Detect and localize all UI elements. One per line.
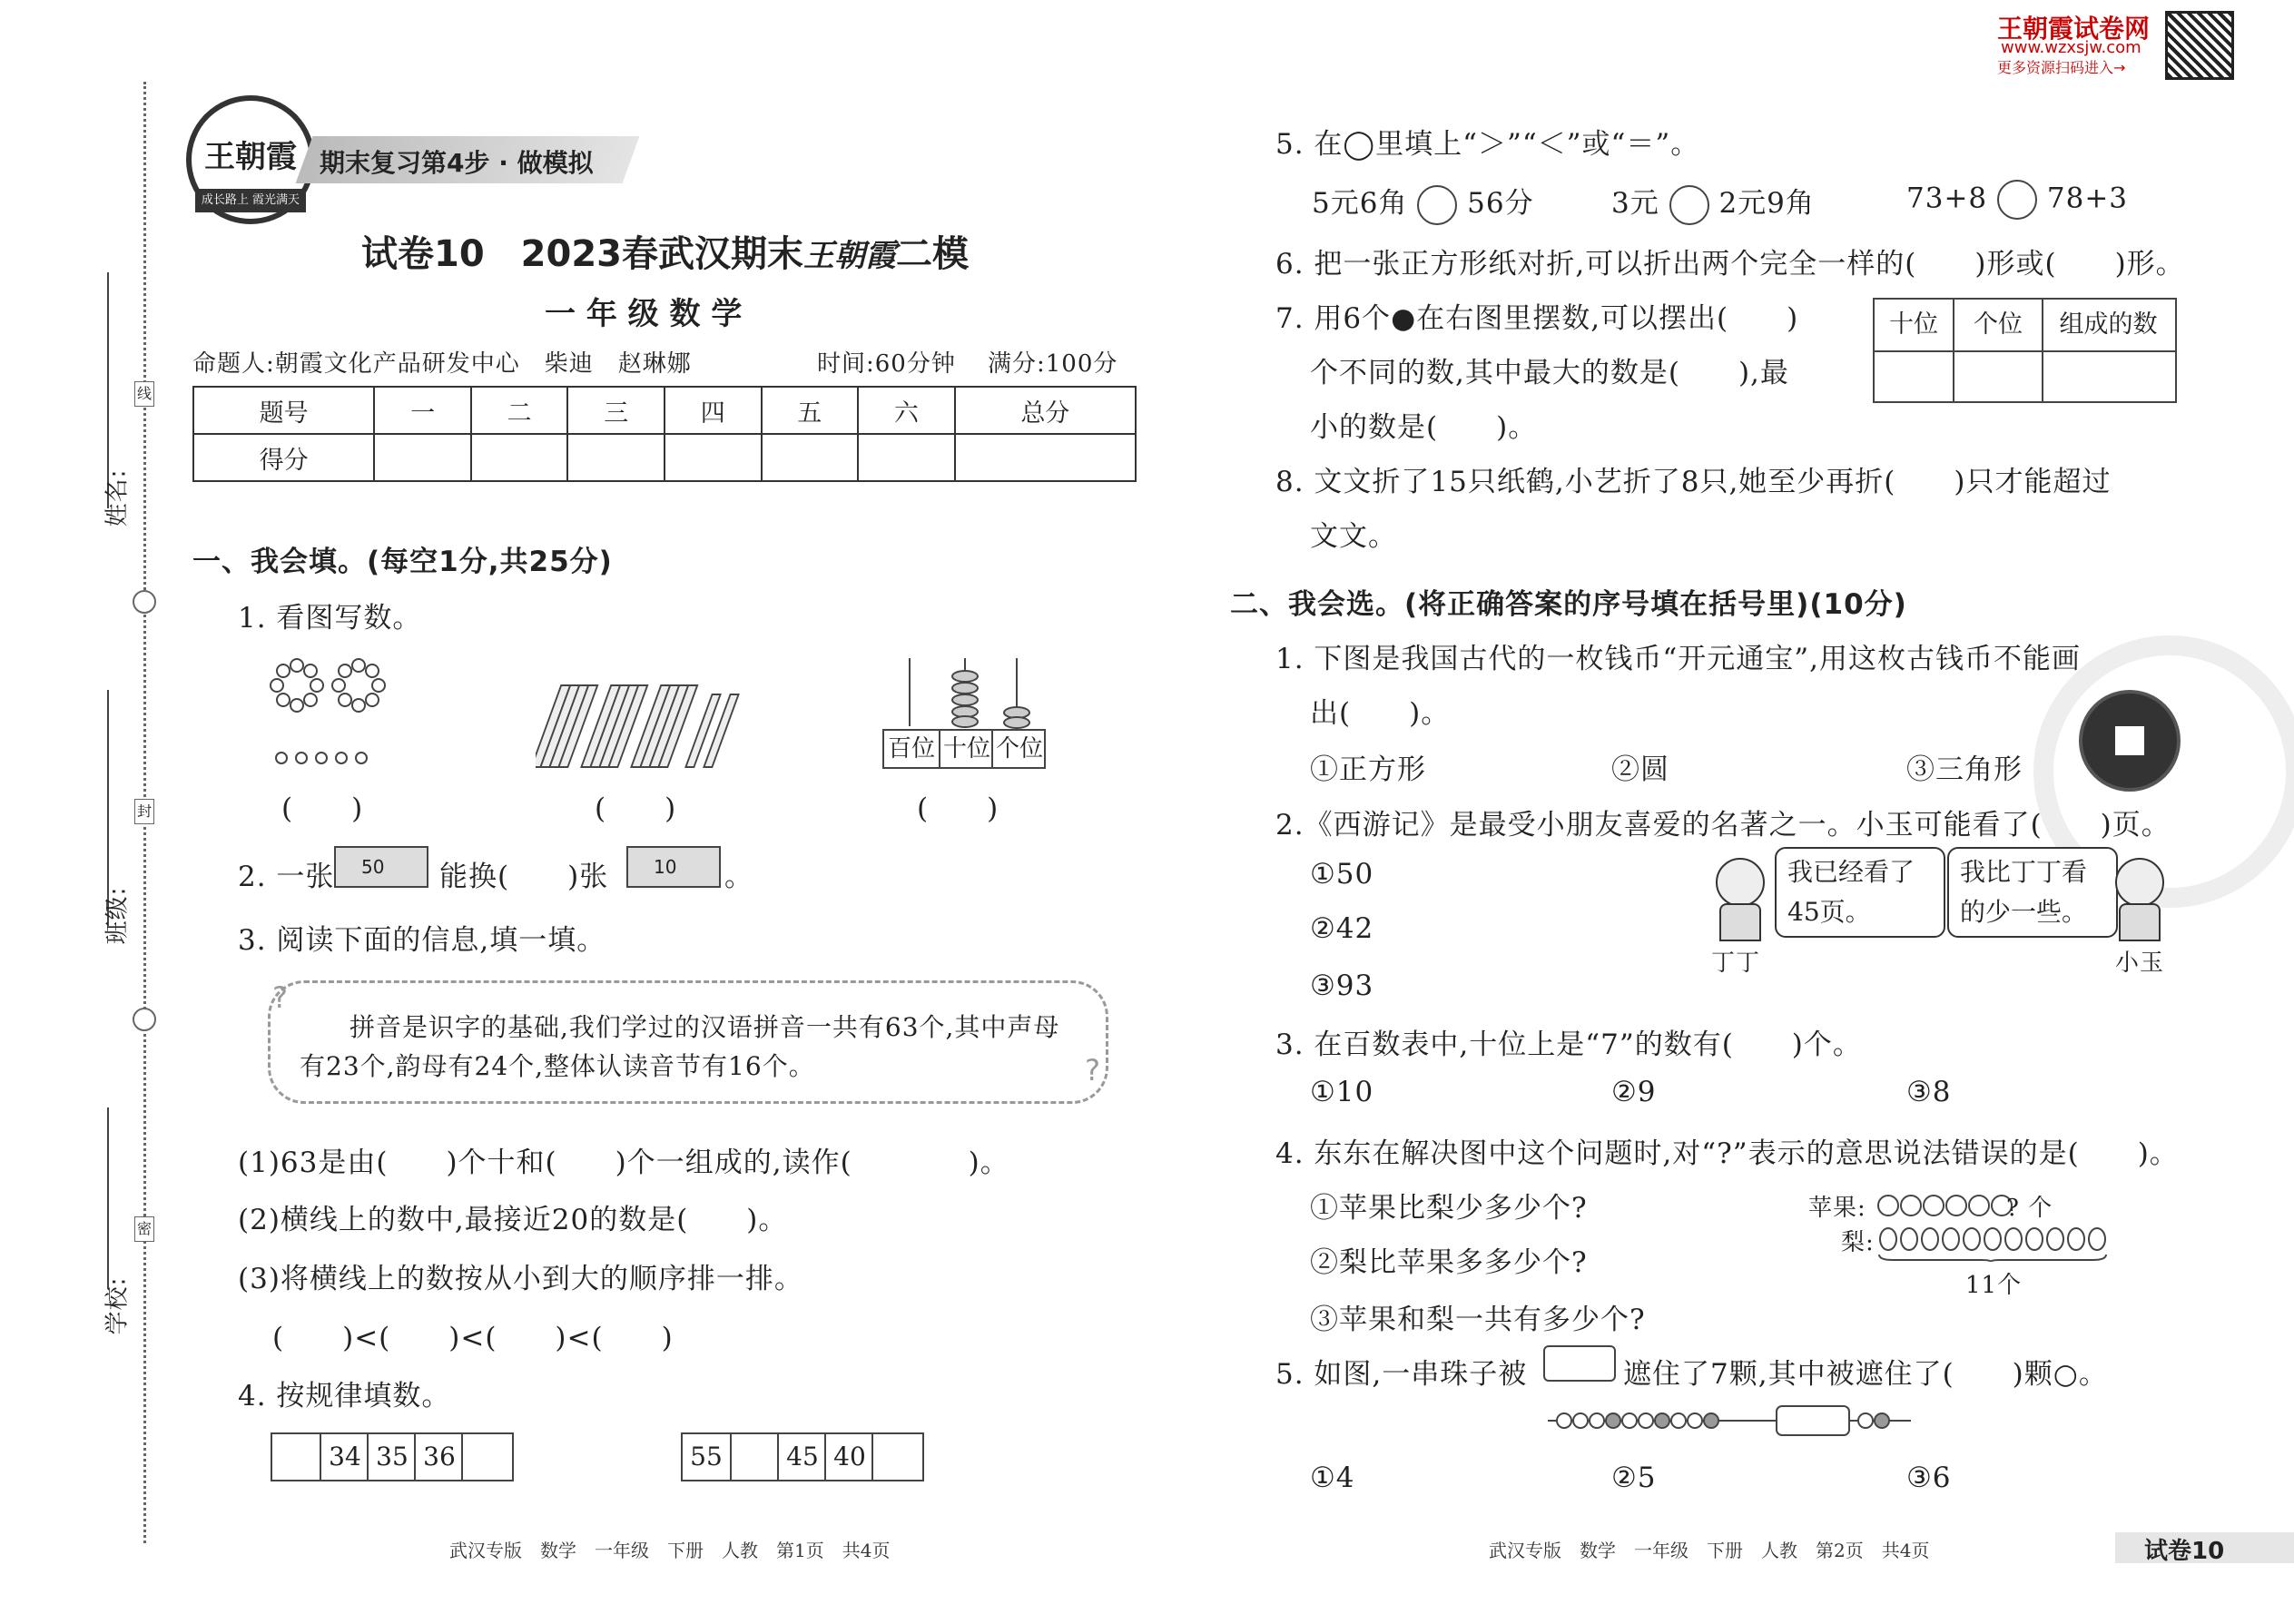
brand-url: www.wzxsjw.com (2001, 38, 2141, 57)
q8-line2: 文文。 (1310, 520, 1397, 553)
s2-q3-text: 3. 在百数表中,十位上是“7”的数有( )个。 (1275, 1029, 1862, 1061)
q2-pre: 2. 一张 (238, 861, 335, 893)
seq1-cell[interactable] (272, 1434, 320, 1480)
score-table-header: 六 (858, 387, 955, 434)
score-cell[interactable] (567, 434, 665, 481)
score-table-header: 一 (374, 387, 471, 434)
seq2-cell: 40 (824, 1434, 873, 1480)
score-cell[interactable] (374, 434, 471, 481)
q7-line3: 小的数是( )。 (1310, 411, 1538, 444)
exam-title (361, 225, 969, 277)
full-score: 满分:100分 (988, 350, 1118, 378)
q5-compare-3 (1906, 180, 2128, 220)
s2-q5-pre: 5. 如图,一串珠子被 (1275, 1358, 1528, 1391)
seq1-cell: 35 (367, 1434, 416, 1480)
q1-blank-2[interactable]: ( ) (595, 792, 677, 825)
s2-q2-opt1[interactable]: ①50 (1310, 858, 1374, 891)
footer-left: 武汉专版 数学 一年级 下册 人教 第1页 共4页 (449, 1540, 891, 1561)
s2-q3-opt1[interactable]: ①10 (1310, 1076, 1374, 1108)
score-cell[interactable] (955, 434, 1136, 481)
score-table-header: 五 (762, 387, 859, 434)
q5-c2-right: 2元9角 (1718, 187, 1815, 220)
q5-c1-right: 56分 (1467, 187, 1534, 220)
score-table-header: 题号 (193, 387, 374, 434)
question-mark-icon: ? (272, 980, 288, 1015)
footer-right: 武汉专版 数学 一年级 下册 人教 第2页 共4页 (1489, 1540, 1930, 1561)
brand-site-name: 王朝霞试卷网 (1997, 14, 2151, 44)
score-table-header: 三 (567, 387, 665, 434)
q8-line1: 8. 文文折了15只纸鹤,小艺折了8只,她至少再折( )只才能超过 (1275, 466, 2112, 498)
pear-label: 梨: (1841, 1229, 1875, 1256)
authors: 命题人:朝霞文化产品研发中心 柴迪 赵琳娜 (192, 350, 692, 378)
speech-bubble-xiaoyu: 我比丁丁看的少一些。 (1947, 847, 2118, 938)
q5-c1-left: 5元6角 (1312, 187, 1408, 220)
name-label: 姓名: (103, 468, 132, 527)
s2-q1-line1: 1. 下图是我国古代的一枚钱币“开元通宝”,用这枚古钱币不能画 (1275, 643, 2081, 675)
q3-order: ( )<( )<( )<( ) (272, 1322, 674, 1354)
s2-q2-text: 2.《西游记》是最受小朋友喜爱的名著之一。小玉可能看了( )页。 (1275, 809, 2171, 842)
table-header-ones: 个位 (1974, 310, 2023, 339)
score-cell[interactable] (858, 434, 955, 481)
s2-q4-opt1[interactable]: ①苹果比梨少多少个? (1310, 1192, 1588, 1225)
q1-blank-3[interactable]: ( ) (917, 792, 999, 825)
score-cell[interactable] (471, 434, 568, 481)
name-dingding: 丁丁 (1711, 950, 1761, 977)
banknote-10-icon: 10 (626, 846, 721, 888)
score-table-header: 二 (471, 387, 568, 434)
q5-compare-2 (1611, 180, 1815, 225)
binding-mark-line: 线 (134, 381, 154, 407)
exam-title-post: 二模 (896, 233, 969, 275)
q5-text: 5. 在◯里填上“＞”“＜”或“＝”。 (1275, 128, 1700, 161)
abacus-label-hundreds: 百位 (887, 735, 935, 763)
s2-q1-line2: 出( )。 (1310, 697, 1451, 730)
binding-hole (133, 590, 156, 614)
q3-sub3: (3)将横线上的数按从小到大的顺序排一排。 (238, 1263, 803, 1295)
s2-q3-opt3[interactable]: ③8 (1906, 1076, 1952, 1108)
footer-tag: 试卷10 (2144, 1538, 2225, 1565)
seq2-cell[interactable] (730, 1434, 779, 1480)
logo-motto: 成长路上 霞光满天 (195, 189, 306, 212)
banknote-50-icon: 50 (334, 846, 428, 888)
seq1-cell[interactable] (461, 1434, 514, 1480)
q5-c3-right: 78+3 (2046, 182, 2129, 215)
s2-q1-opt3[interactable]: ③三角形 (1906, 753, 2023, 786)
section1-title: 一、我会填。(每空1分,共25分) (192, 546, 613, 578)
apple-label: 苹果: (1808, 1195, 1866, 1222)
q4-text: 4. 按规律填数。 (238, 1380, 451, 1412)
cover-box-icon (1543, 1345, 1616, 1382)
score-table-header: 四 (665, 387, 762, 434)
abacus-label-box (882, 729, 1046, 769)
binding-mark-dense: 密 (134, 1216, 154, 1242)
speech-bubble-dingding: 我已经看了45页。 (1775, 847, 1945, 938)
name-xiaoyu: 小玉 (2115, 950, 2165, 977)
q5-c3-left: 73+8 (1906, 182, 1988, 215)
s2-q4-opt2[interactable]: ②梨比苹果多多少个? (1310, 1246, 1588, 1279)
compare-circle[interactable] (1669, 185, 1709, 225)
table-header-number: 组成的数 (2059, 310, 2158, 339)
score-table-header-row (193, 387, 1136, 434)
subject-title: 一 年 级 数 学 (545, 296, 743, 332)
binding-hole (133, 1008, 156, 1031)
score-table-score-row (193, 434, 1136, 481)
table-header-tens: 十位 (1889, 310, 1938, 339)
class-label: 班级: (103, 886, 132, 945)
stick-bundles-picture (536, 681, 744, 781)
score-cell[interactable] (665, 434, 762, 481)
school-label: 学校: (103, 1276, 132, 1335)
compare-circle[interactable] (1417, 185, 1457, 225)
q7-line2: 个不同的数,其中最大的数是( ),最 (1310, 357, 1789, 389)
girl-xiaoyu-icon (2106, 858, 2170, 940)
seq2-cell: 55 (690, 1442, 723, 1471)
s2-q4-text: 4. 东东在解决图中这个问题时,对“?”表示的意思说法错误的是( )。 (1275, 1137, 2179, 1170)
question-mark-icon: ? (1085, 1053, 1100, 1088)
seq1-cell: 36 (414, 1434, 463, 1480)
sequence-box-1 (271, 1432, 514, 1481)
q3-text: 3. 阅读下面的信息,填一填。 (238, 924, 606, 957)
q5-c2-left: 3元 (1611, 187, 1659, 220)
q7-line1: 7. 用6个●在右图里摆数,可以摆出( ) (1275, 302, 1799, 335)
compare-circle[interactable] (1997, 180, 2037, 220)
total-count: 11个 (1965, 1272, 2023, 1299)
abacus-label-ones: 个位 (991, 731, 1046, 767)
q1-text: 1. 看图写数。 (238, 602, 422, 635)
q2-post: 。 (724, 861, 753, 893)
s2-q1-opt2[interactable]: ②圆 (1611, 753, 1669, 786)
q3-info-line1: 拼音是识字的基础,我们学过的汉语拼音一共有63个,其中声母 (350, 1012, 1060, 1042)
banner-text: 期末复习第4步 · 做模拟 (320, 148, 594, 178)
ancient-coin-icon (2079, 690, 2181, 792)
score-table (192, 386, 1137, 482)
s2-q2-opt3[interactable]: ③93 (1310, 969, 1374, 1002)
score-cell[interactable] (762, 434, 859, 481)
bead-string-diagram (1548, 1403, 1911, 1439)
place-value-table (1873, 298, 2177, 403)
seq2-cell[interactable] (871, 1434, 924, 1480)
section2-title: 二、我会选。(将正确答案的序号填在括号里)(10分) (1230, 588, 1907, 621)
abacus-label-tens: 十位 (939, 731, 993, 767)
s2-q5-opt2[interactable]: ②5 (1611, 1462, 1657, 1494)
q3-info-line2: 有23个,韵母有24个,整体认读音节有16个。 (300, 1051, 815, 1081)
s2-q5-opt1[interactable]: ①4 (1310, 1462, 1355, 1494)
exam-title-brand: 王朝霞 (803, 238, 896, 274)
time-limit: 时间:60分钟 (817, 350, 956, 378)
sequence-box-2 (681, 1432, 924, 1481)
brand-more: 更多资源扫码进入→ (1997, 59, 2126, 76)
question-count: ? 个 (2006, 1195, 2053, 1222)
score-table-header: 总分 (955, 387, 1136, 434)
seq2-cell: 45 (777, 1434, 826, 1480)
q2-mid: 能换( )张 (439, 861, 609, 893)
q1-blank-1[interactable]: ( ) (281, 792, 364, 825)
boy-dingding-icon (1707, 858, 1770, 940)
s2-q1-opt1[interactable]: ①正方形 (1310, 753, 1426, 786)
s2-q5-opt3[interactable]: ③6 (1906, 1462, 1952, 1494)
q6-text: 6. 把一张正方形纸对折,可以折出两个完全一样的( )形或( )形。 (1275, 248, 2185, 281)
logo-text: 王朝霞 (204, 139, 297, 175)
qr-code-icon (2165, 11, 2234, 80)
score-row-label: 得分 (193, 434, 374, 481)
exam-title-pre: 试卷10 2023春武汉期末 (361, 233, 803, 275)
q3-sub2: (2)横线上的数中,最接近20的数是( )。 (238, 1204, 788, 1236)
hundreds-rings-picture (263, 654, 399, 772)
s2-q3-opt2[interactable]: ②9 (1611, 1076, 1657, 1108)
s2-q2-opt2[interactable]: ②42 (1310, 912, 1374, 945)
seq1-cell: 34 (320, 1434, 369, 1480)
s2-q4-opt3[interactable]: ③苹果和梨一共有多少个? (1310, 1304, 1646, 1336)
s2-q5-post: 遮住了7颗,其中被遮住了( )颗○。 (1623, 1358, 2108, 1391)
q3-sub1: (1)63是由( )个十和( )个一组成的,读作( )。 (238, 1147, 1009, 1179)
school-underline (107, 1107, 109, 1289)
q5-compare-1 (1312, 180, 1534, 225)
binding-mark-seal: 封 (134, 799, 154, 824)
